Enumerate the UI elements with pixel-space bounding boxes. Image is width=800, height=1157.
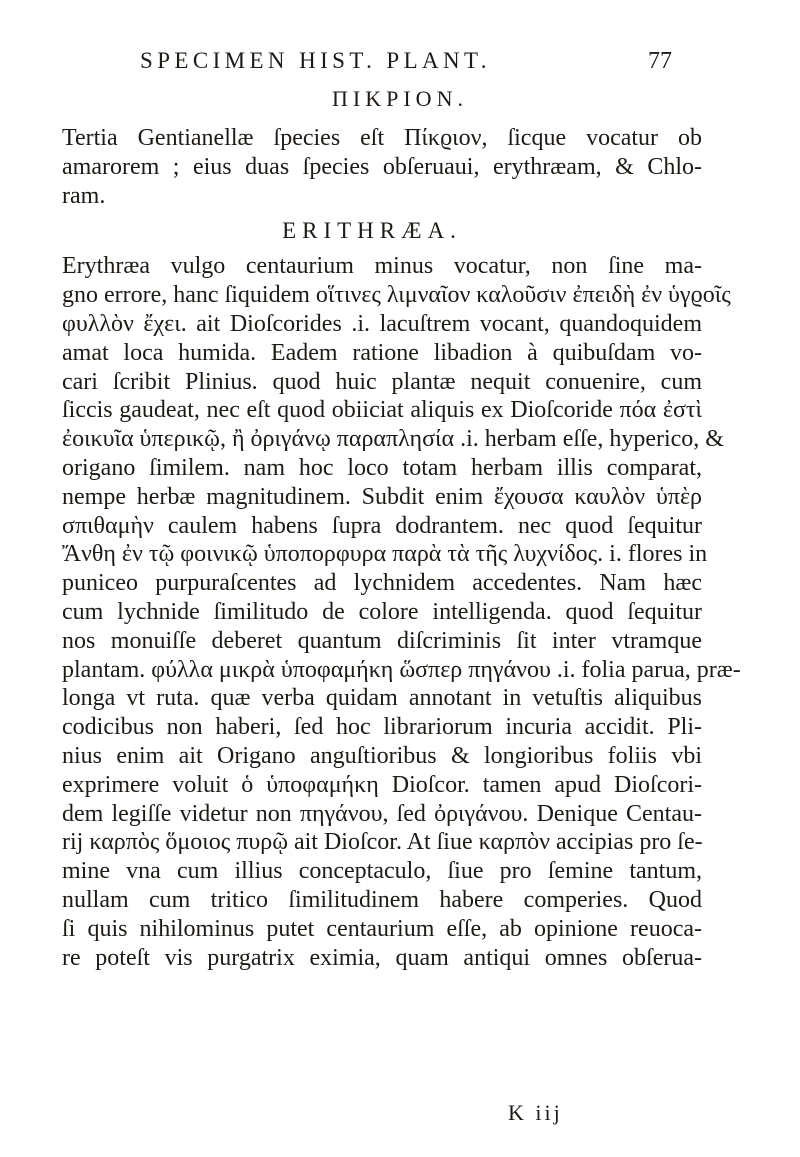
text-line: longa vt ruta. quæ verba quidam annotant in vetuſtis aliquibus bbox=[62, 685, 702, 712]
text-line: ram. bbox=[62, 182, 106, 209]
text-line: ἐοικυῖα ὑπερικῷ, ἢ ὀριγάνῳ παραπλησία .i. herbam eſſe, hyperico, & bbox=[62, 426, 724, 453]
running-head: SPECIMEN HIST. PLANT. bbox=[140, 48, 491, 73]
text-line: nempe herbæ magnitudinem. Subdit enim ἔχουσα καυλὸν ὑπὲρ bbox=[62, 483, 702, 510]
page-header bbox=[0, 48, 800, 84]
text-line: cari ſcribit Plinius. quod huic plantæ nequit conuenire, cum bbox=[62, 368, 702, 395]
text-line: ſiccis gaudeat, nec eſt quod obiiciat aliquis ex Dioſcoride πόα ἐστὶ bbox=[62, 397, 702, 424]
text-line: nius enim ait Origano anguſtioribus & longioribus foliis vbi bbox=[62, 742, 702, 769]
text-line: plantam. φύλλα μικρὰ ὑποφαμήκη ὥσπερ πηγάνου .i. folia parua, præ- bbox=[62, 656, 741, 683]
text-line: codicibus non haberi, ſed hoc librariorum incuria accidit. Pli- bbox=[62, 714, 702, 741]
text-line: re poteſt vis purgatrix eximia, quam antiqui omnes obſerua- bbox=[62, 944, 702, 971]
text-line: Tertia Gentianellæ ſpecies eſt Πίκϱιον, ſicque vocatur ob bbox=[62, 125, 702, 151]
section-title: ΠΙΚΡΙΟΝ. bbox=[332, 86, 468, 111]
text-line: mine vna cum illius conceptaculo, ſiue pro ſemine tantum, bbox=[62, 858, 702, 885]
text-line: gno errore, hanc ſiquidem οἵτινες λιμναῖον καλοῦσιν ἐπειδὴ ἐν ὑγϱοῖς bbox=[62, 282, 731, 309]
text-block bbox=[62, 124, 741, 972]
sub-heading: ERITHRÆA. bbox=[282, 218, 462, 244]
text-line: cum lychnide ſimilitudo de colore intelligenda. quod ſequitur bbox=[62, 598, 702, 625]
text-line: σπιθαμὴν caulem habens ſupra dodrantem. nec quod ſequitur bbox=[62, 512, 702, 539]
text-line: origano ſimilem. nam hoc loco totam herbam illis comparat, bbox=[62, 454, 702, 481]
text-line: ſi quis nihilominus putet centaurium eſſe, ab opinione reuoca- bbox=[62, 915, 702, 942]
text-line: nos monuiſſe deberet quantum diſcriminis ſit inter vtramque bbox=[62, 627, 702, 654]
signature-mark: K iij bbox=[508, 1100, 563, 1125]
text-line: φυλλὸν ἔχει. ait Dioſcorides .i. lacuſtrem vocant, quandoquidem bbox=[62, 310, 702, 337]
text-line: amarorem ; eius duas ſpecies obſeruaui, erythræam, & Chlo- bbox=[62, 153, 702, 180]
text-line: puniceo purpuraſcentes ad lychnidem accedentes. Nam hæc bbox=[62, 570, 702, 597]
text-line: rij καρπὸς ὅμοιος πυρῷ ait Dioſcor. At ſiue καρπὸν accipias pro ſe- bbox=[62, 829, 703, 856]
intro-paragraph bbox=[62, 124, 702, 210]
text-line: exprimere voluit ὁ ὑποφαμήκη Dioſcor. tamen apud Dioſcori- bbox=[62, 771, 702, 798]
page-number: 77 bbox=[648, 48, 672, 74]
text-line: dem legiſſe videtur non πηγάνου, ſed ὀριγάνου. Denique Centau- bbox=[62, 800, 702, 827]
text-line: nullam cum tritico ſimilitudinem habere comperies. Quod bbox=[62, 886, 702, 913]
text-line: Ἄνθη ἐν τῷ φοινικῷ ὑποπορφυρα παρὰ τὰ τῆς λυχνίδος. i. flores in bbox=[62, 541, 708, 568]
text-line: Erythræa vulgo centaurium minus vocatur, non ſine ma- bbox=[62, 253, 702, 280]
text-line: amat loca humida. Eadem ratione libadion à quibuſdam vo- bbox=[62, 339, 702, 366]
body-paragraph bbox=[62, 252, 741, 972]
